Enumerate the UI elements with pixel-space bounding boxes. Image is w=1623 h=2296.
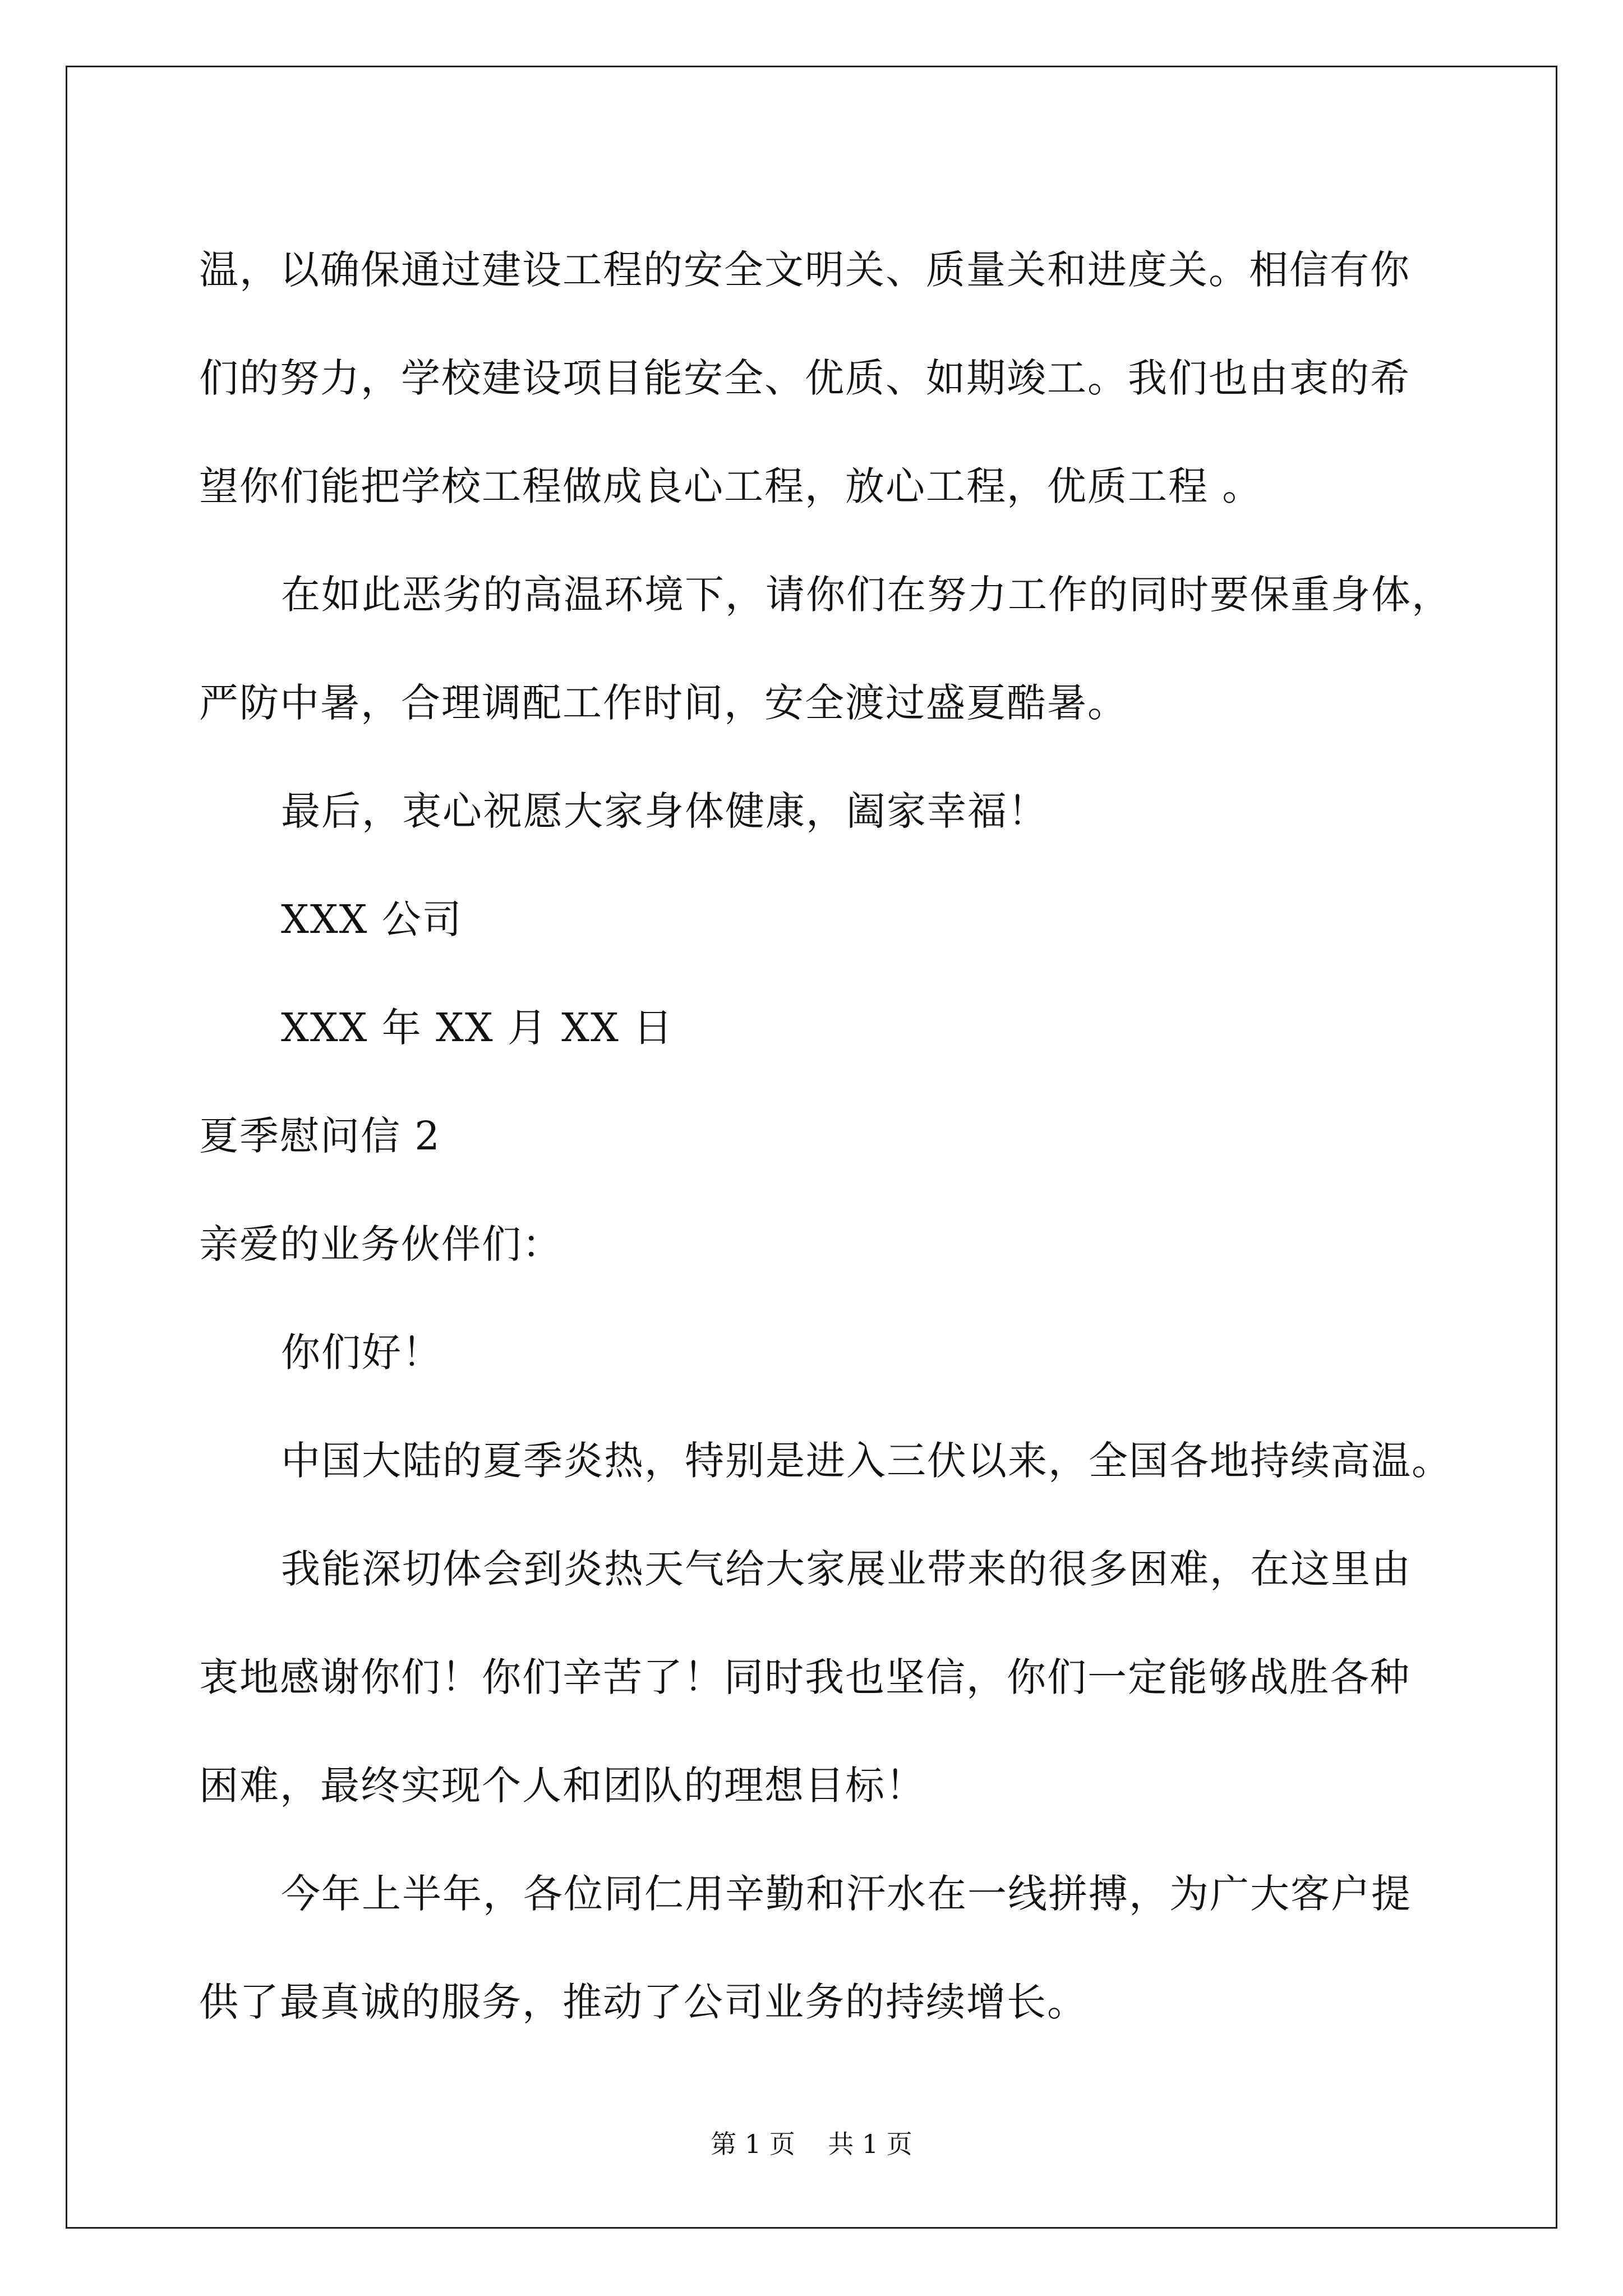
text-line-6: 最后，衷心祝愿大家身体健康，阖家幸福！ [281, 788, 1048, 834]
text-line-1: 温，以确保通过建设工程的安全文明关、质量关和进度关。相信有你 [199, 247, 1410, 293]
greeting: 你们好！ [281, 1329, 442, 1375]
text-line-2: 们的努力，学校建设项目能安全、优质、如期竣工。我们也由衷的希 [199, 355, 1410, 401]
text-line-17: 供了最真诚的服务，推动了公司业务的持续增长。 [199, 1979, 1087, 2025]
text-line-3: 望你们能把学校工程做成良心工程，放心工程，优质工程 。 [199, 463, 1263, 509]
section-title: 夏季慰问信 2 [199, 1113, 441, 1159]
document-body [199, 216, 1452, 2056]
text-line-12: 中国大陆的夏季炎热，特别是进入三伏以来，全国各地持续高温。 [281, 1438, 1452, 1484]
text-line-16: 今年上半年，各位同仁用辛勤和汗水在一线拼搏，为广大客户提 [281, 1871, 1412, 1917]
signature-date: XXX 年 XX 月 XX 日 [281, 1005, 674, 1051]
text-line-14: 衷地感谢你们！你们辛苦了！同时我也坚信，你们一定能够战胜各种 [199, 1654, 1410, 1700]
text-line-15: 困难，最终实现个人和团队的理想目标！ [199, 1763, 926, 1809]
page-number-footer: 第 1 页 共 1 页 [711, 2129, 912, 2159]
salutation: 亲爱的业务伙伴们： [199, 1221, 562, 1267]
text-line-13: 我能深切体会到炎热天气给大家展业带来的很多困难，在这里由 [281, 1546, 1412, 1592]
text-line-4: 在如此恶劣的高温环境下，请你们在努力工作的同时要保重身体， [281, 572, 1452, 618]
signature-company: XXX 公司 [281, 896, 463, 942]
text-line-5: 严防中暑，合理调配工作时间，安全渡过盛夏酷暑。 [199, 680, 1128, 726]
